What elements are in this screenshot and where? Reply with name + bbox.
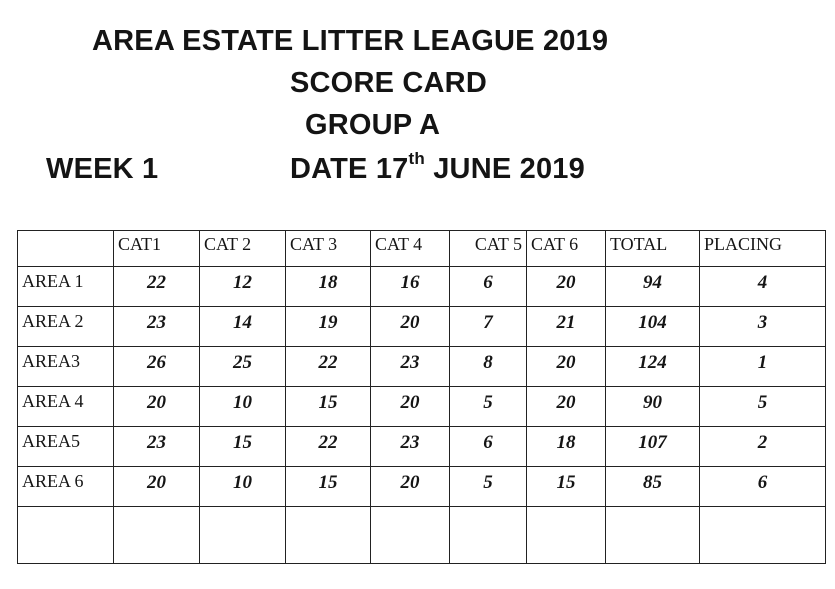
score-cell: 23 [114, 307, 200, 347]
score-cell: 20 [527, 347, 606, 387]
placing-cell: 5 [700, 387, 826, 427]
score-cell: 10 [200, 467, 286, 507]
score-cell: 22 [286, 427, 371, 467]
total-cell: 104 [606, 307, 700, 347]
placing-cell: 2 [700, 427, 826, 467]
placing-cell: 4 [700, 267, 826, 307]
empty-cell [200, 507, 286, 564]
date-prefix: DATE 17 [290, 153, 409, 185]
score-cell: 15 [527, 467, 606, 507]
score-cell: 23 [371, 347, 450, 387]
score-cell: 15 [200, 427, 286, 467]
column-header: PLACING [700, 231, 826, 267]
column-header: CAT 6 [527, 231, 606, 267]
score-cell: 16 [371, 267, 450, 307]
score-table [17, 230, 826, 564]
score-cell: 20 [371, 307, 450, 347]
column-header: CAT 5 [450, 231, 527, 267]
total-cell: 85 [606, 467, 700, 507]
column-header: CAT 3 [286, 231, 371, 267]
empty-cell [527, 507, 606, 564]
score-cell: 22 [286, 347, 371, 387]
table-row [18, 307, 826, 347]
placing-cell: 3 [700, 307, 826, 347]
row-label: AREA3 [18, 347, 114, 387]
empty-cell [450, 507, 527, 564]
row-label: AREA 1 [18, 267, 114, 307]
score-cell: 10 [200, 387, 286, 427]
score-cell: 21 [527, 307, 606, 347]
total-cell: 124 [606, 347, 700, 387]
score-cell: 20 [114, 467, 200, 507]
score-cell: 23 [371, 427, 450, 467]
score-cell: 18 [527, 427, 606, 467]
column-header [18, 231, 114, 267]
score-cell: 15 [286, 467, 371, 507]
empty-row [18, 507, 826, 564]
score-cell: 20 [527, 387, 606, 427]
score-card-heading: SCORE CARD [290, 67, 487, 99]
table-row [18, 347, 826, 387]
empty-cell [18, 507, 114, 564]
empty-cell [700, 507, 826, 564]
row-label: AREA 4 [18, 387, 114, 427]
empty-cell [371, 507, 450, 564]
date-ordinal-suffix: th [408, 149, 425, 168]
table-row [18, 467, 826, 507]
score-cell: 5 [450, 387, 527, 427]
score-cell: 26 [114, 347, 200, 387]
table-row [18, 387, 826, 427]
score-cell: 15 [286, 387, 371, 427]
column-header: CAT 2 [200, 231, 286, 267]
score-cell: 14 [200, 307, 286, 347]
row-label: AREA5 [18, 427, 114, 467]
table-header-row [18, 231, 826, 267]
score-cell: 19 [286, 307, 371, 347]
score-cell: 6 [450, 267, 527, 307]
week-label: WEEK 1 [46, 153, 159, 185]
empty-cell [114, 507, 200, 564]
empty-cell [606, 507, 700, 564]
column-header: CAT1 [114, 231, 200, 267]
column-header: TOTAL [606, 231, 700, 267]
score-cell: 20 [371, 387, 450, 427]
score-cell: 12 [200, 267, 286, 307]
score-cell: 6 [450, 427, 527, 467]
score-cell: 20 [114, 387, 200, 427]
score-cell: 7 [450, 307, 527, 347]
placing-cell: 6 [700, 467, 826, 507]
score-cell: 8 [450, 347, 527, 387]
date-label [290, 149, 585, 186]
score-cell: 5 [450, 467, 527, 507]
empty-cell [286, 507, 371, 564]
row-label: AREA 2 [18, 307, 114, 347]
column-header: CAT 4 [371, 231, 450, 267]
total-cell: 107 [606, 427, 700, 467]
score-cell: 22 [114, 267, 200, 307]
group-heading: GROUP A [305, 109, 441, 141]
score-cell: 18 [286, 267, 371, 307]
total-cell: 94 [606, 267, 700, 307]
placing-cell: 1 [700, 347, 826, 387]
score-cell: 25 [200, 347, 286, 387]
score-cell: 20 [527, 267, 606, 307]
row-label: AREA 6 [18, 467, 114, 507]
date-suffix: JUNE 2019 [424, 153, 585, 185]
score-cell: 23 [114, 427, 200, 467]
page-title: AREA ESTATE LITTER LEAGUE 2019 [92, 25, 609, 57]
score-cell: 20 [371, 467, 450, 507]
table-row [18, 427, 826, 467]
table-row [18, 267, 826, 307]
total-cell: 90 [606, 387, 700, 427]
